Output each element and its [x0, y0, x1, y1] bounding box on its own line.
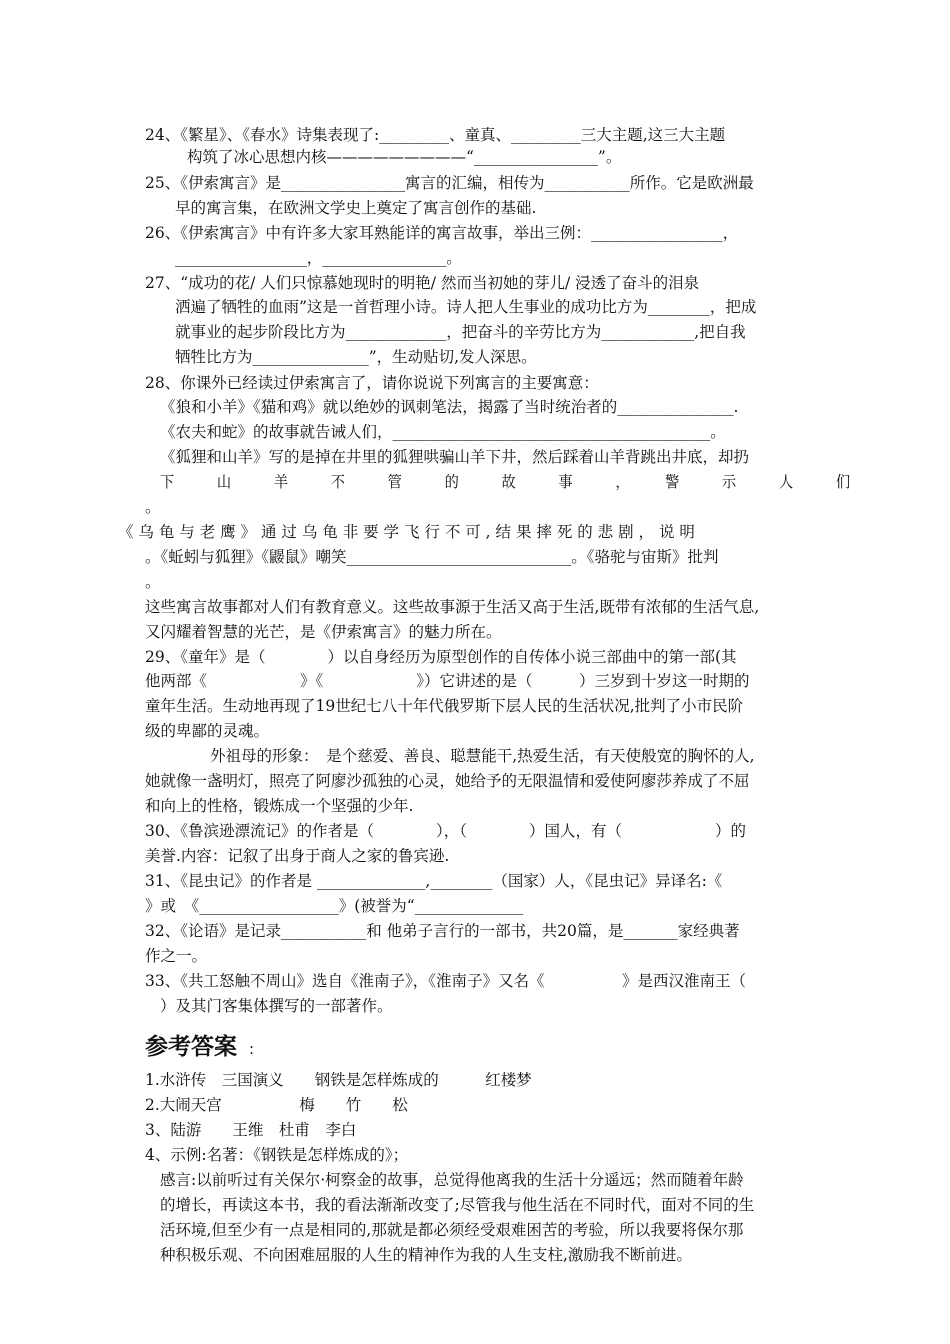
text-line: 2.大闹天宫 梅 竹 松: [145, 1096, 408, 1114]
text-line: 《农夫和蛇》的故事就告诫人们，_________________________________________。: [160, 423, 726, 441]
text-line: 。: [145, 573, 161, 591]
text-line: 《狼和小羊》《猫和鸡》就以绝妙的讽刺笔法，揭露了当时统治者的_______________.: [160, 398, 739, 416]
text-line: 就事业的起步阶段比方为_____________，把奋斗的辛劳比方为____________,把自我: [175, 323, 746, 341]
text-line: ）及其门客集体撰写的一部著作。: [160, 997, 393, 1015]
text-line: 下 山 羊 不 管 的 故 事 ， 警 示 人 们: [160, 473, 851, 491]
text-line: 这些寓言故事都对人们有教育意义。这些故事源于生活又高于生活,既带有浓郁的生活气息,: [145, 598, 760, 616]
text-line: 1.水浒传 三国演义 钢铁是怎样炼成的 红楼梦: [145, 1071, 532, 1089]
text-line: 。: [145, 498, 161, 516]
text-line: 27、“成功的花/ 人们只惊慕她现时的明艳/ 然而当初她的芽儿/ 浸透了奋斗的泪泉: [145, 274, 700, 292]
text-line: 早的寓言集，在欧洲文学史上奠定了寓言创作的基础.: [175, 199, 537, 217]
text-line: 她就像一盏明灯，照亮了阿廖沙孤独的心灵，她给予的无限温情和爱使阿廖莎养成了不屈: [145, 772, 750, 790]
text-line: 《 乌 龟 与 老 鹰 》 通 过 乌 龟 非 要 学 飞 行 不 可 , 结 果 摔 死 的 悲 剧 ， 说 明: [118, 523, 695, 541]
text-line: 33、《共工怒触不周山》选自《淮南子》，《淮南子》又名《 》是西汉淮南王（: [145, 972, 746, 990]
text-line: 24、《繁星》、《春水》诗集表现了:_________、童真、_________三大主题,这三大主题: [145, 126, 726, 144]
text-line: 26、《伊索寓言》中有许多大家耳熟能详的寓言故事，举出三例：_________________，: [145, 224, 739, 242]
text-line: 30、《鲁滨逊漂流记》的作者是（ ），（ ）国人，有（ ）的: [145, 822, 746, 840]
text-line: 活环境,但至少有一点是相同的,那就是都必须经受艰难困苦的考验，所以我要将保尔那: [160, 1221, 744, 1239]
text-line: 牺牲比方为_______________”，生动贴切,发人深思。: [175, 348, 537, 366]
text-line: 感言:以前听过有关保尔·柯察金的故事，总觉得他离我的生活十分遥远；然而随着年龄: [160, 1171, 744, 1189]
answers-heading: [145, 1028, 254, 1061]
text-line: 美誉.内容：记叙了出身于商人之家的鲁宾逊.: [145, 847, 450, 865]
text-line: 和向上的性格，锻炼成一个坚强的少年.: [145, 797, 414, 815]
text-line: 的增长，再读这本书，我的看法渐渐改变了;尽管我与他生活在不同时代，面对不同的生: [160, 1196, 755, 1214]
text-line: 28、你课外已经读过伊索寓言了，请你说说下列寓言的主要寓意：: [145, 374, 599, 392]
text-line: 31、《昆虫记》的作者是 ______________,________（国家）人，《昆虫记》异译名:《: [145, 872, 723, 890]
answers-heading-colon: :: [249, 1040, 255, 1058]
text-line: 级的卑鄙的灵魂。: [145, 722, 270, 740]
text-line: 洒遍了牺牲的血雨”这是一首哲理小诗。诗人把人生事业的成功比方为________，把成: [175, 298, 757, 316]
text-line: 又闪耀着智慧的光芒，是《伊索寓言》的魅力所在。: [145, 623, 502, 641]
text-line: 25、《伊索寓言》是________________寓言的汇编，相传为___________所作。它是欧洲最: [145, 174, 754, 192]
text-line: 。《蚯蚓与狐狸》《鼹鼠》嘲笑_____________________________。《骆驼与宙斯》批判: [145, 548, 719, 566]
text-line: 3、陆游 王维 杜甫 李白: [145, 1121, 357, 1139]
text-line: 种积极乐观、不向困难屈服的人生的精神作为我的人生支柱,激励我不断前进。: [160, 1246, 692, 1264]
text-line: 29、《童年》是（ ）以自身经历为原型创作的自传体小说三部曲中的第一部(其: [145, 648, 737, 666]
text-line: 》或 《__________________》(被誉为“______________: [145, 897, 524, 915]
answers-heading-title: 参考答案: [145, 1034, 237, 1060]
text-line: 构筑了冰心思想内核—————————“________________”。: [187, 148, 622, 166]
text-line: 32、《论语》是记录___________和 他弟子言行的一部书，共20篇，是_______家经典著: [145, 922, 740, 940]
text-line: _________________，________________。: [175, 249, 462, 267]
text-line: 外祖母的形象： 是个慈爱、善良、聪慧能干,热爱生活，有天使般宽的胸怀的人,: [210, 747, 755, 765]
text-line: 童年生活。生动地再现了19世纪七八十年代俄罗斯下层人民的生活状况,批判了小市民阶: [145, 697, 744, 715]
text-line: 作之一。: [145, 947, 208, 965]
text-line: 他两部《 》《 》）它讲述的是（ ）三岁到十岁这一时期的: [145, 672, 750, 690]
text-line: 《狐狸和山羊》写的是掉在井里的狐狸哄骗山羊下井，然后踩着山羊背跳出井底，却扔: [160, 448, 750, 466]
text-line: 4、示例:名著：《钢铁是怎样炼成的》；: [145, 1146, 409, 1164]
